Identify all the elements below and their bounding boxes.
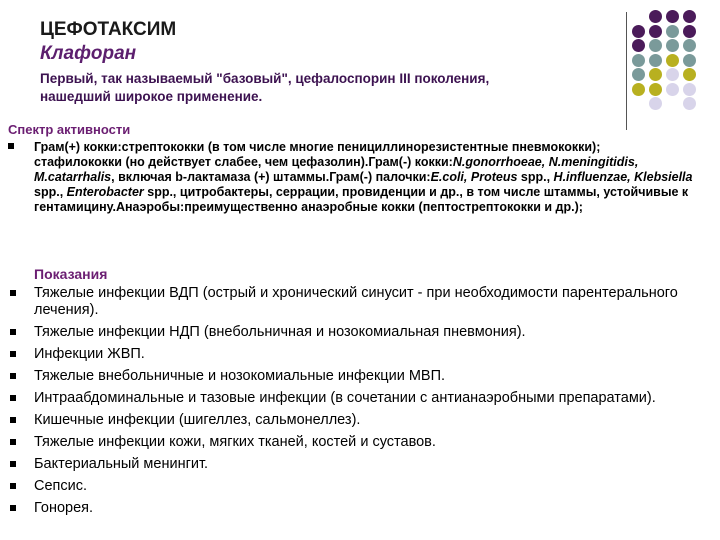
indication-text: Тяжелые внебольничные и нозокомиальные инфекции МВП.	[34, 368, 446, 384]
indications-list	[8, 285, 713, 522]
spectrum-paragraph	[8, 140, 713, 215]
indication-text: Тяжелые инфекции НДП (внебольничная и нозокомиальная пневмония).	[34, 324, 526, 340]
decorative-dot	[683, 54, 696, 67]
decorative-dot	[683, 68, 696, 81]
decorative-dot	[649, 10, 662, 23]
decorative-dot	[632, 83, 645, 96]
decorative-dot	[683, 25, 696, 38]
bullet-icon	[10, 417, 16, 423]
bullet-icon	[10, 351, 16, 357]
list-item	[8, 500, 713, 517]
decorative-dot	[632, 54, 645, 67]
decorative-dot	[649, 54, 662, 67]
list-item	[8, 346, 713, 363]
decorative-dot	[666, 68, 679, 81]
indications-heading: Показания	[34, 266, 108, 282]
indication-text: Интраабдоминальные и тазовые инфекции (в сочетании с антианаэробными препаратами).	[34, 390, 656, 406]
decorative-dot	[632, 25, 645, 38]
decorative-dot	[666, 83, 679, 96]
organism-gonorrhoeae: N.gonorrhoeae,	[452, 155, 546, 169]
subtitle-line-1: Первый, так называемый "базовый", цефалоспорин III поколения,	[40, 71, 490, 86]
organism-meningitidis: N.meningitidis, M.catarrhalis	[34, 155, 639, 184]
list-item	[8, 434, 713, 451]
page-title: ЦЕФОТАКСИМ	[40, 19, 177, 40]
decorative-dot	[649, 25, 662, 38]
organism-hinfluenzae: H.influenzae, Klebsiella	[553, 170, 693, 184]
decorative-dot	[666, 10, 679, 23]
bullet-icon	[10, 290, 16, 296]
indication-text: Инфекции ЖВП.	[34, 346, 145, 362]
decorative-dot	[649, 83, 662, 96]
decorative-dot	[683, 83, 696, 96]
decorative-dot	[649, 39, 662, 52]
list-item	[8, 324, 713, 341]
spectrum-text	[34, 140, 713, 215]
list-item	[8, 412, 713, 429]
list-item	[8, 368, 713, 385]
indication-text: Тяжелые инфекции ВДП (острый и хронический синусит - при необходимости парентерального лечения).	[34, 285, 678, 318]
decorative-dot	[632, 39, 645, 52]
bullet-icon	[10, 373, 16, 379]
organism-ecoli: E.coli,	[430, 170, 468, 184]
bullet-icon	[10, 439, 16, 445]
title-block	[40, 14, 600, 106]
bullet-icon	[10, 395, 16, 401]
bullet-icon	[10, 461, 16, 467]
decorative-dot	[683, 97, 696, 110]
decorative-dot	[632, 68, 645, 81]
bullet-icon	[10, 483, 16, 489]
decorative-dot	[666, 25, 679, 38]
organism-proteus: Proteus	[470, 170, 518, 184]
decorative-dot	[649, 68, 662, 81]
list-item	[8, 478, 713, 495]
spectrum-gram-negative: , включая b-лактамаза (+) штаммы.Грам(-) палочки:	[111, 170, 431, 184]
spectrum-staph: стафилококки (но действует слабее, чем цефазолин).Грам(-) кокки:	[34, 155, 453, 169]
organism-enterobacter: Enterobacter	[66, 185, 144, 199]
decorative-dot	[683, 10, 696, 23]
spectrum-heading: Спектр активности	[8, 122, 131, 137]
spp-text: spp.,	[517, 170, 554, 184]
decorative-dot	[649, 97, 662, 110]
bullet-icon	[10, 329, 16, 335]
decorative-dot	[683, 39, 696, 52]
subtitle	[40, 70, 600, 106]
indication-text: Бактериальный менингит.	[34, 456, 209, 472]
spectrum-rest: spp., цитробактеры, серрации, провиденции и др., в том числе штаммы, устойчивые к гентамицину.Анаэробы:преимущественно анаэробные кокки (пептострептококки и др.);	[34, 185, 689, 214]
indication-text: Тяжелые инфекции кожи, мягких тканей, костей и суставов.	[34, 434, 436, 450]
spp-text: spp.,	[34, 185, 67, 199]
list-item	[8, 456, 713, 473]
decorative-dot	[666, 39, 679, 52]
subtitle-line-2: нашедший широкое применение.	[40, 89, 263, 104]
spectrum-gram-positive: Грам(+) кокки:стрептококки (в том числе многие пенициллинорезистентные пневмококки);	[34, 140, 601, 154]
bullet-icon	[8, 143, 14, 149]
indication-text: Гонорея.	[34, 500, 94, 516]
decorative-dot	[666, 54, 679, 67]
indication-text: Кишечные инфекции (шигеллез, сальмонеллез).	[34, 412, 361, 428]
brand-name: Клафоран	[40, 43, 137, 64]
decorative-dot-grid	[632, 10, 712, 110]
indication-text: Сепсис.	[34, 478, 88, 494]
list-item	[8, 390, 713, 407]
bullet-icon	[10, 505, 16, 511]
divider-line	[626, 12, 627, 130]
list-item	[8, 285, 713, 319]
